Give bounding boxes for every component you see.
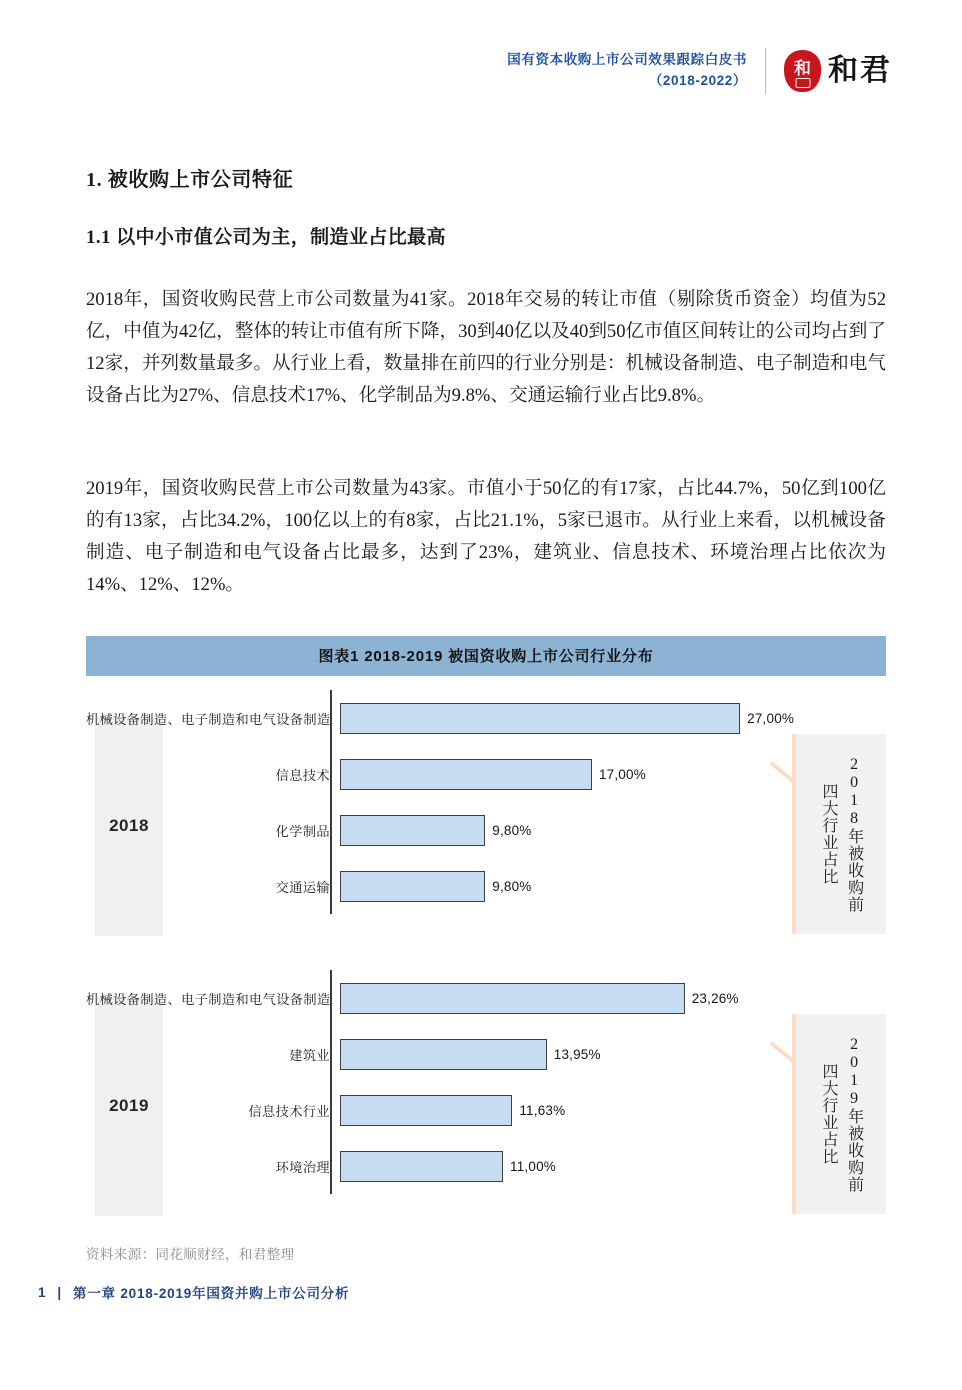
- logo-wordmark: 和君: [828, 54, 892, 87]
- bar-value-label: 9,80%: [492, 878, 532, 894]
- year-label: 2018: [109, 816, 149, 835]
- bar-rows: [86, 690, 886, 914]
- bar-value-label: 13,95%: [553, 1046, 601, 1062]
- category-label: 环境治理: [275, 1159, 330, 1175]
- bar: [340, 815, 485, 846]
- bar: [340, 983, 685, 1014]
- seal-sub-mark: [795, 78, 810, 88]
- category-label: 信息技术行业: [248, 1103, 330, 1119]
- bar-value-label: 11,00%: [510, 1158, 557, 1174]
- callout-2019: [796, 1014, 886, 1214]
- bar-value-label: 23,26%: [691, 990, 739, 1006]
- footer-chapter: 第一章 2018-2019年国资并购上市公司分析: [72, 1286, 350, 1301]
- bar-value-label: 27,00%: [747, 710, 795, 726]
- bar: [340, 1151, 503, 1182]
- table-row: [86, 1026, 886, 1082]
- paragraph-2019: 2019年，国资收购民营上市公司数量为43家。市值小于50亿的有17家，占比44.7%，50亿到100亿的有13家，占比34.2%，100亿以上的有8家，占比21.1%，5家已退市。从行业上来看，以机械设备制造、电子制造和电气设备占比最多，达到了23%，建筑业、信息技术、环境治理占比依次为14%、12%、12%。: [86, 478, 886, 595]
- section-heading-1-1: 1.1 以中小市值公司为主，制造业占比最高: [86, 227, 446, 248]
- category-label: 机械设备制造、电子制造和电气设备制造: [86, 711, 331, 727]
- table-row: [86, 802, 886, 858]
- callout-text: 2018年被收购前四大行业占比: [820, 755, 863, 913]
- callout-text: 2019年被收购前四大行业占比: [820, 1035, 863, 1193]
- callout-2018: [796, 734, 886, 934]
- category-label: 建筑业: [289, 1047, 330, 1063]
- section-heading-1: 1. 被收购上市公司特征: [86, 169, 294, 191]
- page-number: 1: [38, 1284, 47, 1300]
- bar-value-label: 11,63%: [519, 1102, 566, 1118]
- chart-panel-2018: [86, 710, 886, 966]
- bar: [340, 759, 592, 790]
- chart-area: [86, 676, 886, 1246]
- bar-value-label: 17,00%: [598, 766, 646, 782]
- figure-1: [86, 636, 886, 1246]
- category-label: 交通运输: [275, 879, 330, 895]
- seal-icon: [784, 50, 821, 92]
- footer-separator: |: [57, 1284, 62, 1300]
- paragraph-2018: 2018年，国资收购民营上市公司数量为41家。2018年交易的转让市值（剔除货币资金）均值为52亿，中值为42亿，整体的转让市值有所下降，30到40亿以及40到50亿市值区间转让的公司均占到了12家，并列数量最多。从行业上看，数量排在前四的行业分别是：机械设备制造、电子制造和电气设备占比为27%、信息技术17%、化学制品为9.8%、交通运输行业占比9.8%。: [86, 289, 886, 406]
- source-note: 资料来源：同花顺财经，和君整理: [86, 1247, 295, 1262]
- header-title-line2: （2018-2022）: [648, 73, 747, 88]
- table-row: [86, 858, 886, 914]
- table-row: [86, 690, 886, 746]
- bar: [340, 703, 740, 734]
- hejun-logo: [784, 50, 892, 92]
- bar-rows: [86, 970, 886, 1194]
- bar-value-label: 9,80%: [492, 822, 532, 838]
- header-divider: [765, 48, 766, 94]
- table-row: [86, 1082, 886, 1138]
- year-label: 2019: [109, 1096, 149, 1115]
- bar: [340, 1095, 512, 1126]
- callout-bracket: [770, 1014, 796, 1214]
- table-row: [86, 970, 886, 1026]
- bar: [340, 871, 485, 902]
- page-header: [507, 48, 892, 94]
- seal-glyph: 和: [794, 58, 811, 78]
- figure-title: 图表1 2018-2019 被国资收购上市公司行业分布: [86, 636, 886, 676]
- chart-panel-2019: [86, 990, 886, 1246]
- header-title: [507, 50, 747, 92]
- category-label: 机械设备制造、电子制造和电气设备制造: [86, 991, 331, 1007]
- category-label: 信息技术: [275, 767, 330, 783]
- page-footer: [38, 1282, 349, 1302]
- bar: [340, 1039, 547, 1070]
- callout-bracket: [770, 734, 796, 934]
- table-row: [86, 1138, 886, 1194]
- header-title-line1: 国有资本收购上市公司效果跟踪白皮书: [507, 52, 747, 68]
- table-row: [86, 746, 886, 802]
- category-label: 化学制品: [275, 823, 330, 839]
